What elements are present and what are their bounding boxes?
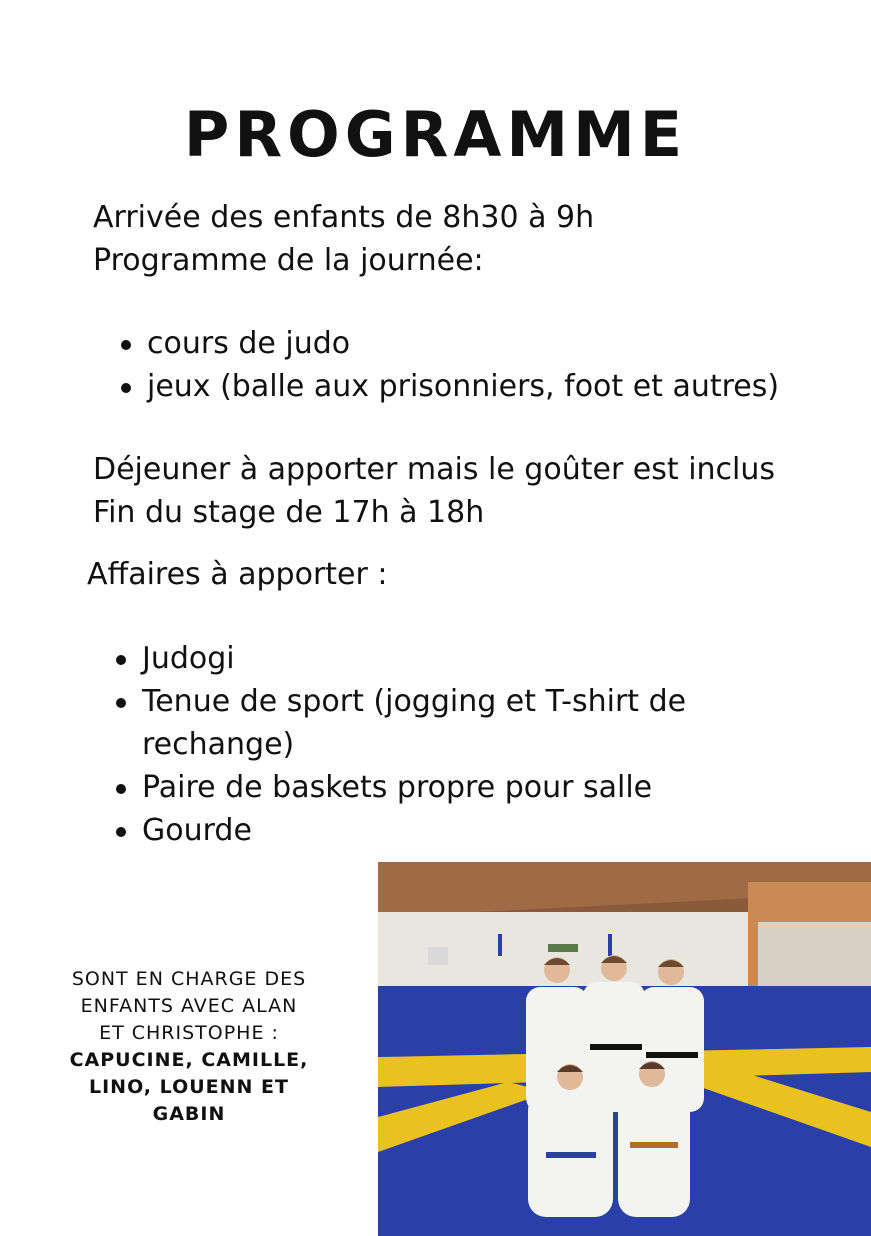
end-time: Fin du stage de 17h à 18h [93, 495, 485, 530]
list-item: Judogi [114, 637, 754, 680]
list-item: Gourde [114, 809, 754, 852]
list-item: Tenue de sport (jogging et T-shirt de rechange) [114, 680, 754, 766]
list-item: Paire de baskets propre pour salle [114, 766, 754, 809]
bring-heading: Affaires à apporter : [87, 557, 388, 592]
bullet-icon [116, 827, 126, 837]
lunch-info: Déjeuner à apporter mais le goûter est inclus [93, 452, 776, 487]
day-program-list [119, 322, 779, 408]
info-text [93, 448, 775, 534]
list-item: jeux (balle aux prisonniers, foot et autres) [119, 365, 779, 408]
day-program-heading: Programme de la journée: [93, 243, 484, 278]
bullet-icon [116, 698, 126, 708]
staff-caption: SONT EN CHARGE DES ENFANTS AVEC ALAN ET CHRISTOPHE : CAPUCINE, CAMILLE, LINO, LOUENN ET GABIN [69, 968, 309, 1125]
bullet-icon [121, 383, 131, 393]
team-photo [378, 862, 871, 1236]
intro-text [93, 196, 594, 282]
page-title: PROGRAMME [183, 98, 688, 171]
bullet-icon [116, 784, 126, 794]
bullet-icon [121, 340, 131, 350]
list-item: cours de judo [119, 322, 779, 365]
bullet-icon [116, 655, 126, 665]
arrival-time: Arrivée des enfants de 8h30 à 9h [93, 200, 595, 235]
bring-list [114, 637, 754, 852]
